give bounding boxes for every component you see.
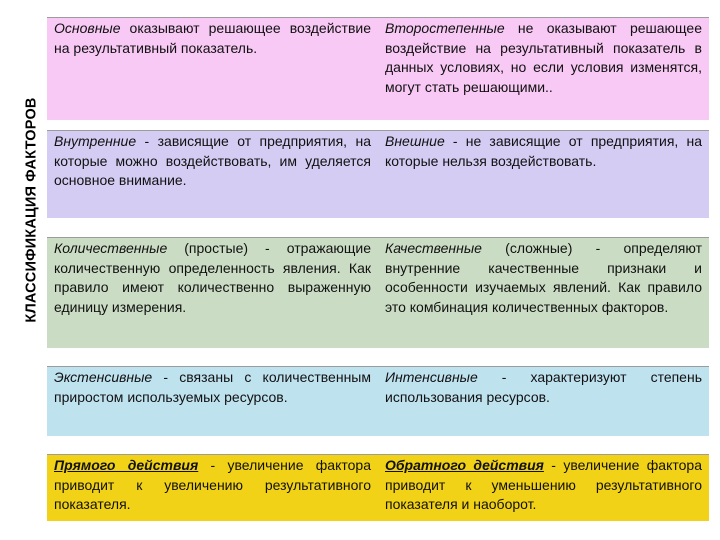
side-label-text: КЛАССИФИКАЦИЯ ФАКТОРОВ	[24, 97, 40, 323]
factor-cell-secondary	[378, 17, 709, 120]
factor-row-direct-inverse	[47, 454, 709, 521]
factor-cell-extensive	[47, 366, 378, 436]
factor-row-extensive-intensive	[47, 366, 709, 436]
factor-row-quantitative-qualitative	[47, 237, 709, 348]
desc-secondary: не оказывают решающее воздействие на результативный показатель в данных условиях, но если условия изменятся, могут стать решающими..	[385, 20, 702, 95]
classification-side-label	[19, 35, 45, 385]
term-extensive: Экстенсивные	[54, 369, 153, 385]
term-secondary: Второстепенные	[385, 20, 505, 36]
factor-cell-external	[378, 130, 709, 218]
term-external: Внешние	[385, 133, 445, 149]
desc-main: оказывают решающее воздействие на результативный показатель.	[54, 20, 371, 56]
term-inverse: Обратного действия	[385, 457, 544, 473]
factor-cell-internal	[47, 130, 378, 218]
term-direct: Прямого действия	[54, 457, 199, 473]
term-quantitative: Количественные	[54, 240, 168, 256]
desc-qualitative: (сложные) - определяют внутренние качественные признаки и особенности изучаемых явлений. Как правило это комбинация количественных факторов.	[385, 240, 702, 315]
factor-cell-qualitative	[378, 237, 709, 348]
factor-cell-main	[47, 17, 378, 120]
term-intensive: Интенсивные	[385, 369, 478, 385]
desc-external: - не зависящие от предприятия, на которые нельзя воздействовать.	[385, 133, 702, 169]
term-internal: Внутренние	[54, 133, 137, 149]
term-qualitative: Качественные	[385, 240, 482, 256]
factor-row-internal-external	[47, 130, 709, 218]
factor-cell-inverse	[378, 454, 709, 521]
factor-cell-direct	[47, 454, 378, 521]
desc-intensive: - характеризуют степень использования ресурсов.	[385, 369, 702, 405]
factor-cell-quantitative	[47, 237, 378, 348]
term-main: Основные	[54, 20, 121, 36]
factor-row-main-secondary	[47, 17, 709, 120]
desc-extensive: - связаны с количественным приростом используемых ресурсов.	[54, 369, 371, 405]
desc-direct: - увеличение фактора приводит к увеличению результативного показателя.	[54, 457, 371, 512]
desc-quantitative: (простые) - отражающие количественную определенность явления. Как правило имеют количественно выраженную единицу измерения.	[54, 240, 371, 315]
factor-cell-intensive	[378, 366, 709, 436]
desc-internal: - зависящие от предприятия, на которые можно воздействовать, им уделяется основное внимание.	[54, 133, 371, 188]
desc-inverse: - увеличение фактора приводит к уменьшению результативного показателя и наоборот.	[385, 457, 702, 512]
